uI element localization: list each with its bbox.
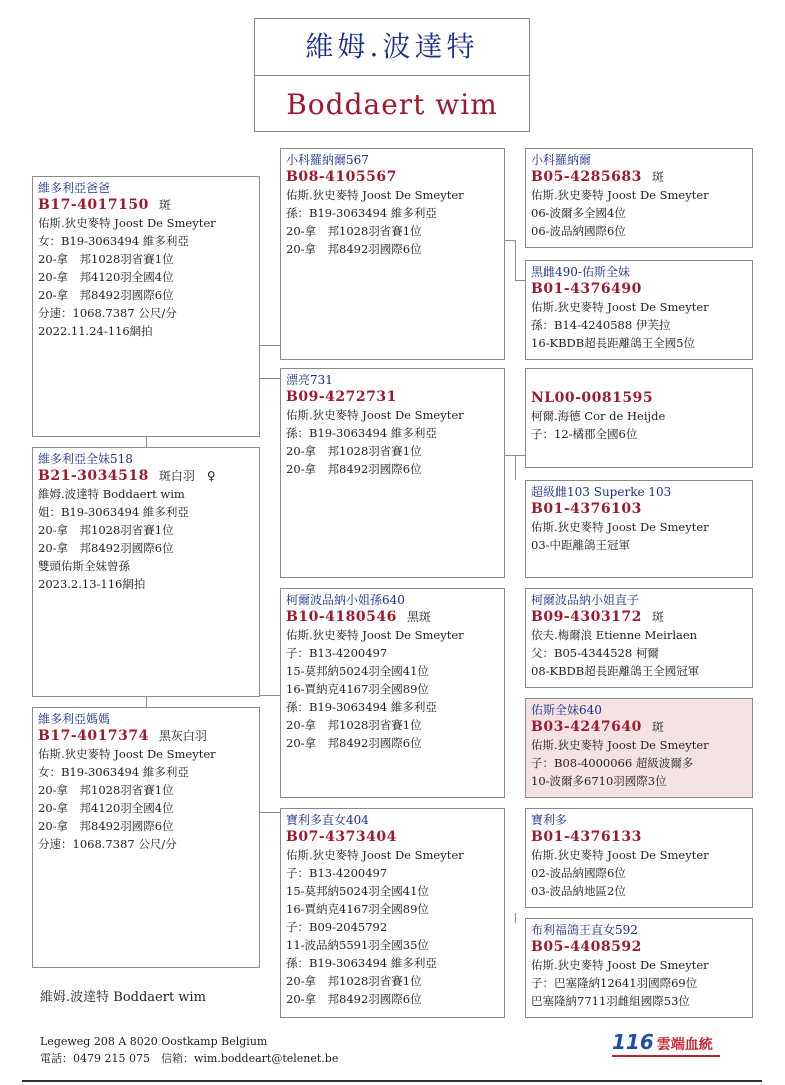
detail-line: 03-波品納地區2位 bbox=[531, 884, 626, 898]
detail-line: 分速：1068.7387 公尺/分 bbox=[38, 837, 177, 851]
detail-line: 20-拿 邦8492羽國際6位 bbox=[286, 736, 422, 750]
brand-logo bbox=[612, 1030, 713, 1054]
ring-number bbox=[38, 196, 254, 214]
ring-number bbox=[531, 500, 747, 518]
detail-line: 佑斯.狄史麥特 Joost De Smeyter bbox=[38, 747, 216, 761]
pigeon-name: 漂亮731 bbox=[286, 373, 333, 387]
pedigree-card-sire bbox=[32, 176, 260, 437]
detail-line: 11-波品納5591羽全國35位 bbox=[286, 938, 429, 952]
pedigree-card-dsd bbox=[525, 698, 753, 798]
pedigree-card-dss bbox=[525, 588, 753, 688]
pigeon-name: 維多利亞媽媽 bbox=[38, 712, 111, 726]
detail-line: 03-中距離鴿王冠軍 bbox=[531, 538, 631, 552]
detail-line: 20-拿 邦1028羽省賽1位 bbox=[286, 974, 422, 988]
detail-line: 子：12-橘郡全國6位 bbox=[531, 427, 638, 441]
pigeon-name: 布利福鴿王直女592 bbox=[531, 923, 638, 937]
ring-number-text: B09-4272731 bbox=[286, 389, 397, 405]
ring-number bbox=[531, 608, 747, 626]
detail-line: 2023.2.13-116網拍 bbox=[38, 577, 146, 591]
ring-number-text: B21-3034518 bbox=[38, 468, 149, 484]
detail-line: 佑斯.狄史麥特 Joost De Smeyter bbox=[531, 848, 709, 862]
logo-text: 雲端血統 bbox=[656, 1037, 713, 1053]
pigeon-name: 黑雌490-佑斯全妹 bbox=[531, 265, 630, 279]
logo-number: 116 bbox=[612, 1030, 654, 1054]
pedigree-card-sds bbox=[525, 368, 753, 468]
detail-line: 孫：B19-3063494 維多利亞 bbox=[286, 426, 437, 440]
pigeon-name: 小科羅納爾567 bbox=[286, 153, 369, 167]
feather-color: 斑 bbox=[651, 720, 664, 734]
detail-line: 孫：B19-3063494 維多利亞 bbox=[286, 206, 437, 220]
pigeon-name: 寶利多 bbox=[531, 813, 568, 827]
subject-title-box bbox=[254, 18, 530, 132]
subject-name-chinese: 維姆.波達特 bbox=[255, 19, 529, 76]
pigeon-name: 寶利多直女404 bbox=[286, 813, 369, 827]
feather-color: 斑 bbox=[158, 198, 171, 212]
owner-name: 維姆.波達特 Boddaert wim bbox=[40, 990, 206, 1005]
pedigree-card-ssd bbox=[525, 260, 753, 360]
detail-line: 20-拿 邦1028羽省賽1位 bbox=[38, 523, 174, 537]
pedigree-card-ddd bbox=[525, 918, 753, 1018]
pedigree-card-dam bbox=[32, 707, 260, 968]
detail-line: 佑斯.狄史麥特 Joost De Smeyter bbox=[531, 738, 709, 752]
detail-line: 佑斯.狄史麥特 Joost De Smeyter bbox=[531, 188, 709, 202]
footer-divider bbox=[22, 1080, 762, 1082]
detail-line: 15-莫邦納5024羽全國41位 bbox=[286, 664, 429, 678]
pedigree-card-sire-sire bbox=[280, 148, 505, 360]
detail-line: 06-波爾多全國4位 bbox=[531, 206, 626, 220]
ring-number-text: B01-4376103 bbox=[531, 501, 642, 517]
connector-line bbox=[260, 378, 280, 379]
logo-underline bbox=[612, 1055, 720, 1057]
detail-line: 孫：B19-3063494 維多利亞 bbox=[286, 700, 437, 714]
detail-line: 20-拿 邦1028羽省賽1位 bbox=[286, 444, 422, 458]
ring-number bbox=[38, 467, 254, 485]
detail-line: 2022.11.24-116網拍 bbox=[38, 324, 153, 338]
detail-line: 佑斯.狄史麥特 Joost De Smeyter bbox=[531, 958, 709, 972]
connector-line bbox=[515, 280, 525, 281]
connector-line bbox=[146, 697, 147, 707]
pigeon-name: 柯爾波品納小姐孫640 bbox=[286, 593, 405, 607]
detail-line: 女：B19-3063494 維多利亞 bbox=[38, 765, 189, 779]
pedigree-card-dam-dam bbox=[280, 808, 505, 1018]
ring-number bbox=[531, 938, 747, 956]
detail-line: 20-拿 邦8492羽國際6位 bbox=[38, 541, 174, 555]
pigeon-name: 柯爾波品納小姐直子 bbox=[531, 593, 640, 607]
ring-number-text: B17-4017374 bbox=[38, 728, 149, 744]
detail-line: 佑斯.狄史麥特 Joost De Smeyter bbox=[531, 300, 709, 314]
detail-line: 20-拿 邦1028羽省賽1位 bbox=[38, 252, 174, 266]
detail-line: 女：B19-3063494 維多利亞 bbox=[38, 234, 189, 248]
owner-contact bbox=[40, 1033, 338, 1067]
connector-line bbox=[260, 812, 280, 813]
detail-line: 20-拿 邦1028羽省賽1位 bbox=[286, 224, 422, 238]
detail-line: 子：B13-4200497 bbox=[286, 866, 388, 880]
detail-line: 20-拿 邦8492羽國際6位 bbox=[286, 992, 422, 1006]
detail-line: 16-KBDB超長距離鴿王全國5位 bbox=[531, 336, 696, 350]
pedigree-card-sdd bbox=[525, 480, 753, 578]
detail-line: 子：B13-4200497 bbox=[286, 646, 388, 660]
detail-line: 雙頭佑斯全妹曾孫 bbox=[38, 559, 130, 573]
detail-line: 20-拿 邦8492羽國際6位 bbox=[286, 242, 422, 256]
ring-number bbox=[38, 727, 254, 745]
connector-line bbox=[146, 437, 147, 447]
detail-line: 06-波品納國際6位 bbox=[531, 224, 626, 238]
connector-line bbox=[515, 240, 516, 280]
ring-number-text: NL00-0081595 bbox=[531, 390, 654, 406]
detail-line: 孫：B14-4240588 伊芙拉 bbox=[531, 318, 671, 332]
detail-line: 10-波爾多6710羽國際3位 bbox=[531, 774, 667, 788]
contact-line: 電話：0479 215 075 信箱：wim.boddeart@telenet.be bbox=[40, 1052, 339, 1065]
detail-line: 20-拿 邦1028羽省賽1位 bbox=[286, 718, 422, 732]
pedigree-card-sss bbox=[525, 148, 753, 248]
feather-color: 黑斑 bbox=[406, 610, 431, 624]
detail-line: 孫：B19-3063494 維多利亞 bbox=[286, 956, 437, 970]
feather-color: 黑灰白羽 bbox=[158, 729, 207, 743]
detail-line: 佑斯.狄史麥特 Joost De Smeyter bbox=[531, 520, 709, 534]
detail-line: 佑斯.狄史麥特 Joost De Smeyter bbox=[286, 408, 464, 422]
ring-number-text: B08-4105567 bbox=[286, 169, 397, 185]
ring-number-text: B17-4017150 bbox=[38, 197, 149, 213]
detail-line: 佑斯.狄史麥特 Joost De Smeyter bbox=[286, 848, 464, 862]
detail-line: 佑斯.狄史麥特 Joost De Smeyter bbox=[286, 188, 464, 202]
detail-line: 02-波品納國際6位 bbox=[531, 866, 626, 880]
connector-line bbox=[505, 455, 525, 456]
connector-line bbox=[515, 913, 516, 923]
connector-line bbox=[505, 240, 515, 241]
ring-number-text: B05-4285683 bbox=[531, 169, 642, 185]
ring-number-text: B01-4376133 bbox=[531, 829, 642, 845]
detail-line: 維姆.波達特 Boddaert wim bbox=[38, 487, 185, 501]
pigeon-name: 佑斯全妹640 bbox=[531, 703, 602, 717]
pigeon-name: 維多利亞全妹518 bbox=[38, 452, 133, 466]
ring-number bbox=[531, 168, 747, 186]
ring-number bbox=[531, 718, 747, 736]
detail-line: 08-KBDB超長距離鴿王全國冠軍 bbox=[531, 664, 700, 678]
ring-number bbox=[531, 389, 747, 407]
detail-line: 依夫.梅爾浪 Etienne Meirlaen bbox=[531, 628, 698, 642]
detail-line: 姐：B19-3063494 維多利亞 bbox=[38, 505, 189, 519]
ring-number-text: B07-4373404 bbox=[286, 829, 397, 845]
detail-line: 20-拿 邦8492羽國際6位 bbox=[38, 288, 174, 302]
connector-line bbox=[260, 345, 280, 346]
detail-line: 子：巴塞隆納12641羽國際69位 bbox=[531, 976, 698, 990]
ring-number-text: B10-4180546 bbox=[286, 609, 397, 625]
pedigree-card-dam-sire bbox=[280, 588, 505, 798]
detail-line: 15-莫邦納5024羽全國41位 bbox=[286, 884, 429, 898]
detail-line: 柯爾.海德 Cor de Heijde bbox=[531, 409, 666, 423]
feather-color: 斑 bbox=[651, 170, 664, 184]
subject-name-english: Boddaert wim bbox=[286, 88, 498, 121]
detail-line: 20-拿 邦1028羽省賽1位 bbox=[38, 783, 174, 797]
ring-number bbox=[286, 388, 499, 406]
ring-number bbox=[286, 608, 499, 626]
detail-line: 20-拿 邦8492羽國際6位 bbox=[38, 819, 174, 833]
detail-line: 16-賈納克4167羽全國89位 bbox=[286, 902, 429, 916]
ring-number-text: B01-4376490 bbox=[531, 281, 642, 297]
detail-line: 佑斯.狄史麥特 Joost De Smeyter bbox=[286, 628, 464, 642]
ring-number-text: B05-4408592 bbox=[531, 939, 642, 955]
pigeon-name: 小科羅納爾 bbox=[531, 153, 592, 167]
feather-color: 斑白羽 ♀ bbox=[158, 469, 216, 483]
detail-line: 20-拿 邦4120羽全國4位 bbox=[38, 801, 174, 815]
connector-line bbox=[515, 455, 516, 480]
pigeon-name: 維多利亞爸爸 bbox=[38, 181, 111, 195]
detail-line: 分速：1068.7387 公尺/分 bbox=[38, 306, 177, 320]
detail-line: 20-拿 邦4120羽全國4位 bbox=[38, 270, 174, 284]
pedigree-card-sire-dam bbox=[280, 368, 505, 578]
detail-line: 子：B08-4000066 超級波爾多 bbox=[531, 756, 694, 770]
pigeon-name: 超級雌103 Superke 103 bbox=[531, 485, 672, 499]
ring-number bbox=[286, 168, 499, 186]
connector-line bbox=[260, 695, 280, 696]
ring-number bbox=[531, 828, 747, 846]
feather-color: 斑 bbox=[651, 610, 664, 624]
ring-number-text: B09-4303172 bbox=[531, 609, 642, 625]
address-line: Legeweg 208 A 8020 Oostkamp Belgium bbox=[40, 1035, 268, 1048]
ring-number-text: B03-4247640 bbox=[531, 719, 642, 735]
pedigree-card-dds bbox=[525, 808, 753, 908]
ring-number bbox=[286, 828, 499, 846]
detail-line: 佑斯.狄史麥特 Joost De Smeyter bbox=[38, 216, 216, 230]
detail-line: 16-賈納克4167羽全國89位 bbox=[286, 682, 429, 696]
pedigree-card-sibling bbox=[32, 447, 260, 697]
detail-line: 20-拿 邦8492羽國際6位 bbox=[286, 462, 422, 476]
ring-number bbox=[531, 280, 747, 298]
detail-line: 子：B09-2045792 bbox=[286, 920, 388, 934]
detail-line: 父：B05-4344528 柯爾 bbox=[531, 646, 659, 660]
detail-line: 巴塞隆納7711羽雌組國際53位 bbox=[531, 994, 690, 1008]
